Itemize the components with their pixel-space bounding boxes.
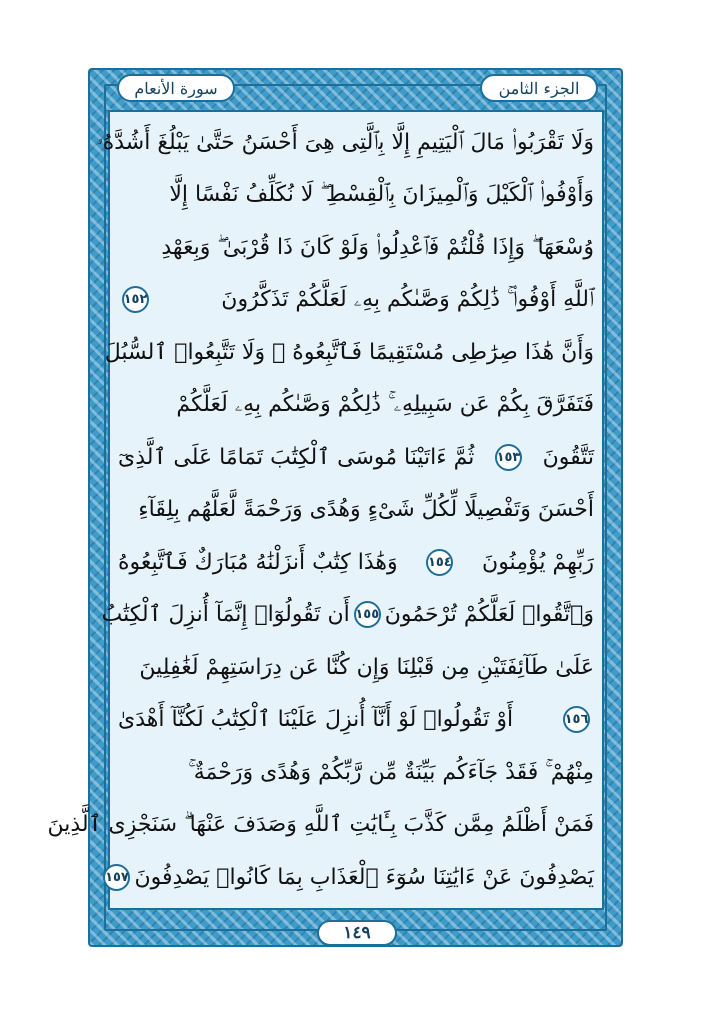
verse-text: وَٱتَّقُوا۟ لَعَلَّكُمْ تُرْحَمُونَ <box>384 602 594 627</box>
verse-line <box>105 851 594 903</box>
verse-text: تَتَّقُونَ <box>542 444 594 470</box>
verse-line <box>97 116 594 168</box>
verse-text: عَلَىٰ طَآئِفَتَيْنِ مِن قَبْلِنَا وَإِن كُنَّا عَن دِرَاسَتِهِمْ لَغَٰفِلِينَ <box>139 654 594 680</box>
ayah-number-marker: ١٥٧ <box>103 864 130 891</box>
verse-line <box>101 589 594 641</box>
verse-text: وَأَوْفُوا۟ ٱلْكَيْلَ وَٱلْمِيزَانَ بِٱلْقِسْطِ ۖ لَا نُكَلِّفُ نَفْسًا إِلَّا <box>169 182 594 207</box>
ayah-number-marker: ١٥٥ <box>354 601 381 628</box>
page-number: ١٤٩ <box>317 920 397 946</box>
verse-text: وَأَنَّ هَٰذَا صِرَٰطِى مُسْتَقِيمًا فَٱتَّبِعُوهُ ۖ وَلَا تَتَّبِعُوا۟ ٱلسُّبُلَ <box>104 339 594 365</box>
verse-line <box>118 694 594 746</box>
verse-text: يَصْدِفُونَ عَنْ ءَايَٰتِنَا سُوٓءَ ٱلْعَذَابِ بِمَا كَانُوا۟ يَصْدِفُونَ <box>134 864 594 890</box>
verse-text: أَوْ تَقُولُوا۟ لَوْ أَنَّآ أُنزِلَ عَلَيْنَا ٱلْكِتَٰبُ لَكُنَّآ أَهْدَىٰ <box>118 707 514 732</box>
verse-text: رَبِّهِمْ يُؤْمِنُونَ <box>482 549 594 575</box>
ayah-number-marker: ١٥٤ <box>426 549 453 576</box>
verse-line <box>118 274 594 326</box>
verse-text: أَحْسَنَ وَتَفْصِيلًا لِّكُلِّ شَىْءٍ وَهُدًى وَرَحْمَةً لَّعَلَّهُم بِلِقَآءِ <box>138 497 594 522</box>
verse-line <box>118 484 594 536</box>
verse-text: وَهَٰذَا كِتَٰبٌ أَنزَلْنَٰهُ مُبَارَكٌ فَٱتَّبِعُوهُ <box>118 549 398 575</box>
verse-line <box>118 221 594 273</box>
verse-line <box>104 326 594 378</box>
verse-line <box>118 169 594 221</box>
verse-text: وَلَا تَقْرَبُوا۟ مَالَ ٱلْيَتِيمِ إِلَّا بِٱلَّتِى هِىَ أَحْسَنُ حَتَّىٰ يَبْلُغَ أَشُدَّهُۥ <box>97 129 594 155</box>
verse-text: فَمَنْ أَظْلَمُ مِمَّن كَذَّبَ بِـَٔايَٰتِ ٱللَّهِ وَصَدَفَ عَنْهَا ۗ سَنَجْزِى ٱلَّذِينَ <box>47 812 594 837</box>
verse-text: مِنْهُمْ ۚ فَقَدْ جَآءَكُم بَيِّنَةٌ مِّن رَّبِّكُمْ وَهُدًى وَرَحْمَةٌ ۚ <box>188 759 594 785</box>
verse-text: أَن تَقُولُوٓا۟ إِنَّمَآ أُنزِلَ ٱلْكِتَٰبُ <box>101 602 350 627</box>
verse-line <box>118 431 594 483</box>
ayah-number-marker: ١٥٣ <box>495 444 522 471</box>
juz-label: الجزء الثامن <box>480 74 598 102</box>
verse-line <box>47 799 594 851</box>
ayah-number-marker: ١٥٦ <box>563 706 590 733</box>
verse-line <box>118 641 594 693</box>
verse-text: ٱللَّهِ أَوْفُوا۟ ۚ ذَٰلِكُمْ وَصَّىٰكُم بِهِۦ لَعَلَّكُمْ تَذَكَّرُونَ <box>221 287 594 312</box>
verse-line <box>118 536 594 588</box>
verse-line <box>118 746 594 798</box>
verse-text: وُسْعَهَا ۖ وَإِذَا قُلْتُمْ فَٱعْدِلُوا۟ وَلَوْ كَانَ ذَا قُرْبَىٰ ۖ وَبِعَهْدِ <box>161 234 594 260</box>
ayah-number-marker: ١٥٢ <box>122 286 149 313</box>
verse-text: فَتَفَرَّقَ بِكُمْ عَن سَبِيلِهِۦ ۚ ذَٰلِكُمْ وَصَّىٰكُم بِهِۦ لَعَلَّكُمْ <box>176 392 594 417</box>
verse-text: ثُمَّ ءَاتَيْنَا مُوسَى ٱلْكِتَٰبَ تَمَامًا عَلَى ٱلَّذِىٓ <box>118 444 475 470</box>
surah-label: سورة الأنعام <box>117 74 235 102</box>
verse-line <box>118 379 594 431</box>
